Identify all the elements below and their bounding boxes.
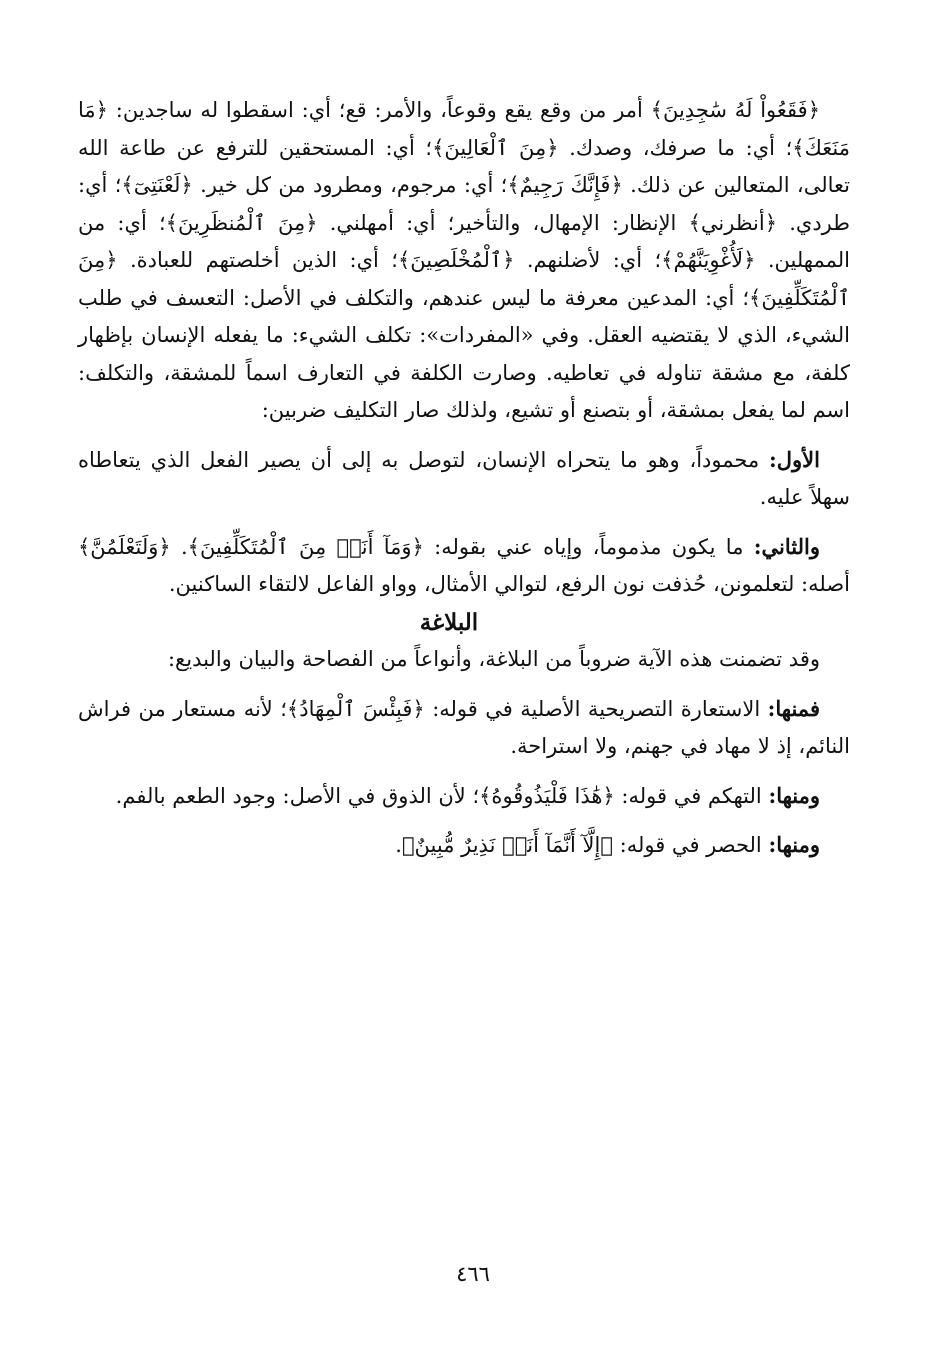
- paragraph-text: الحصر في قوله: ﴿إِلَّآ أَنَّمَآ أَنَا۠ نَذِيرٌ مُّبِينٌ﴾.: [395, 833, 762, 857]
- paragraph-second-type: [78, 528, 850, 604]
- paragraph-vocabulary: [78, 92, 850, 430]
- paragraph-text: الاستعارة التصريحية الأصلية في قوله: ﴿فَبِئْسَ ٱلْمِهَادُ﴾؛ لأنه مستعار من فراش النائم، إذ لا مهاد في جهنم، ولا استراحة.: [78, 696, 850, 758]
- paragraph-intro: [78, 641, 850, 679]
- paragraph-lead: فمنها:: [767, 695, 820, 721]
- paragraph-first-type: [78, 441, 850, 517]
- paragraph-lead: ومنها:: [768, 832, 820, 857]
- paragraph-metaphor: [78, 690, 850, 766]
- paragraph-text: وقد تضمنت هذه الآية ضروباً من البلاغة، وأنواعاً من الفصاحة والبيان والبديع:: [167, 647, 820, 671]
- paragraph-text: ﴿فَقَعُواْ لَهُ سَٰجِدِينَ﴾ أمر من وقع يقع وقوعاً، والأمر: قع؛ أي: اسقطوا له ساجدين: ﴿مَا مَنَعَكَ﴾؛ أي: ما صرفك، وصدك. ﴿مِنَ ٱلْعَالِينَ﴾؛ أي: المستحقين للترفع عن طاعة الله تعالى، المتعالين عن ذلك. ﴿فَإِنَّكَ رَجِيمٌ﴾؛ أي: مرجوم، ومطرود من كل خير. ﴿لَعْنَتِىٓ﴾؛ أي: طردي. ﴿أنظرني﴾ الإنظار: الإمهال، والتأخير؛ أي: أمهلني. ﴿مِنَ ٱلْمُنظَرِينَ﴾؛ أي: من الممهلين. ﴿لَأُغْوِيَنَّهُمْ﴾؛ أي: لأضلنهم. ﴿ٱلْمُخْلَصِينَ﴾؛ أي: الذين أخلصتهم للعبادة. ﴿مِنَ ٱلْمُتَكَلِّفِينَ﴾؛ أي: المدعين معرفة ما ليس عندهم، والتكلف في الأصل: التعسف في طلب الشيء، الذي لا يقتضيه العقل. وفي «المفردات»: تكلف الشيء: ما يفعله الإنسان بإظهار كلفة، مع مشقة تناوله في تعاطيه. وصارت الكلفة في التعارف اسماً للمشقة، والتكلف: اسم لما يفعل بمشقة، أو بتصنع أو تشيع، ولذلك صار التكليف ضربين:: [78, 98, 850, 422]
- paragraph-text: محموداً، وهو ما يتحراه الإنسان، لتوصل به إلى أن يصير الفعل الذي يتعاطاه سهلاً عليه.: [78, 447, 850, 509]
- page-number: ٤٦٦: [456, 1262, 490, 1286]
- paragraph-irony: [78, 777, 850, 816]
- paragraph-lead: ومنها:: [768, 782, 820, 808]
- paragraph-text: التهكم في قوله: ﴿هَٰذَا فَلْيَذُوقُوهُ﴾؛ لأن الذوق في الأصل: وجود الطعم بالفم.: [115, 783, 762, 808]
- section-heading: البلاغة: [419, 608, 479, 636]
- paragraph-lead: والثاني:: [753, 533, 820, 559]
- paragraph-restriction: [78, 826, 850, 865]
- page-body: [78, 92, 850, 865]
- paragraph-text: ما يكون مذموماً، وإياه عني بقوله: ﴿وَمَآ أَنَا۠ مِنَ ٱلْمُتَكَلِّفِينَ﴾. ﴿وَلَتَعْلَمُنَّ﴾ أصله: لتعلمونن، حُذفت نون الرفع، لتوالي الأمثال، وواو الفاعل لالتقاء الساكنين.: [78, 534, 850, 596]
- paragraph-lead: الأول:: [769, 446, 820, 472]
